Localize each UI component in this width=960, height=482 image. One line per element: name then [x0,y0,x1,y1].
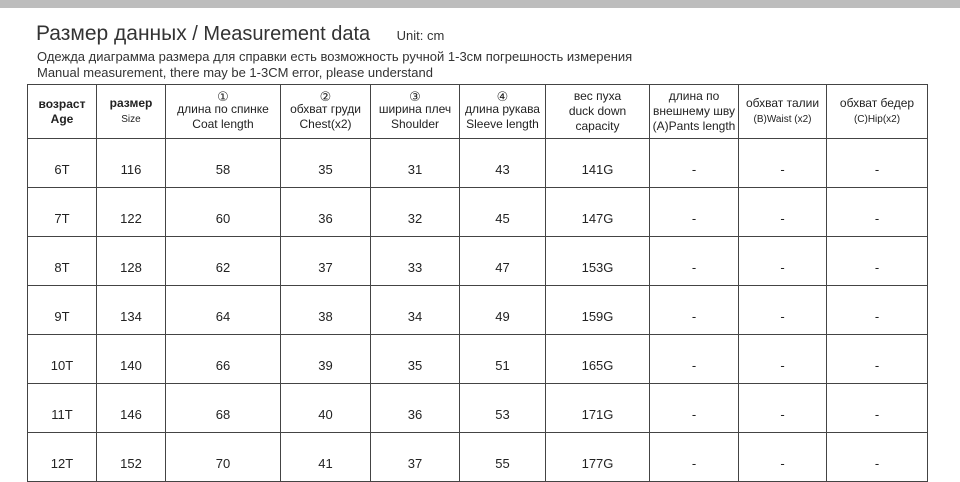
cell-coat-length: 66 [166,335,281,384]
cell-age: 11T [28,384,97,433]
cell-hip: - [827,384,928,433]
cell-duck-down: 159G [546,286,650,335]
unit-label: Unit: cm [396,28,445,43]
cell-hip: - [827,433,928,482]
cell-pants-length: - [650,139,739,188]
cell-size: 146 [97,384,166,433]
cell-sleeve-length: 49 [460,286,546,335]
cell-chest: 39 [281,335,371,384]
cell-coat-length: 64 [166,286,281,335]
page-title [36,22,444,46]
cell-age: 6T [28,139,97,188]
cell-shoulder: 33 [371,237,460,286]
cell-sleeve-length: 45 [460,188,546,237]
cell-sleeve-length: 43 [460,139,546,188]
title-ru: Размер данных [36,22,187,45]
cell-shoulder: 35 [371,335,460,384]
cell-chest: 41 [281,433,371,482]
cell-pants-length: - [650,335,739,384]
cell-coat-length: 62 [166,237,281,286]
cell-chest: 40 [281,384,371,433]
cell-age: 7T [28,188,97,237]
subtitle-en: Manual measurement, there may be 1-3CM error, please understand [37,65,433,80]
header-duck-down: вес пуха duck down capacity [546,85,650,139]
header-waist: обхват талии (B)Waist (x2) [739,85,827,139]
header-hip: обхват бедер (C)Hip(x2) [827,85,928,139]
cell-waist: - [739,139,827,188]
cell-shoulder: 37 [371,433,460,482]
top-bar [0,0,960,8]
cell-size: 128 [97,237,166,286]
cell-size: 134 [97,286,166,335]
cell-sleeve-length: 53 [460,384,546,433]
cell-duck-down: 153G [546,237,650,286]
cell-waist: - [739,433,827,482]
size-table [27,84,928,482]
header-age: возраст Age [28,85,97,139]
cell-shoulder: 32 [371,188,460,237]
cell-pants-length: - [650,286,739,335]
header-shoulder: ③ ширина плеч Shoulder [371,85,460,139]
header-chest: ② обхват груди Chest(x2) [281,85,371,139]
cell-coat-length: 58 [166,139,281,188]
cell-pants-length: - [650,237,739,286]
cell-hip: - [827,139,928,188]
cell-pants-length: - [650,433,739,482]
subtitle-ru: Одежда диаграмма размера для справки есть возможность ручной 1-3см погрешность измерения [37,49,633,64]
cell-age: 10T [28,335,97,384]
table-row [28,433,928,482]
cell-chest: 37 [281,237,371,286]
cell-chest: 35 [281,139,371,188]
cell-waist: - [739,286,827,335]
cell-size: 140 [97,335,166,384]
cell-coat-length: 70 [166,433,281,482]
cell-hip: - [827,286,928,335]
cell-chest: 38 [281,286,371,335]
cell-duck-down: 141G [546,139,650,188]
cell-waist: - [739,237,827,286]
cell-hip: - [827,188,928,237]
cell-age: 12T [28,433,97,482]
cell-coat-length: 68 [166,384,281,433]
table-row [28,237,928,286]
cell-size: 152 [97,433,166,482]
table-row [28,139,928,188]
table-row [28,286,928,335]
cell-waist: - [739,335,827,384]
cell-age: 8T [28,237,97,286]
title-en: Measurement data [203,23,371,45]
cell-size: 122 [97,188,166,237]
table-row [28,335,928,384]
cell-sleeve-length: 47 [460,237,546,286]
cell-sleeve-length: 51 [460,335,546,384]
cell-size: 116 [97,139,166,188]
cell-pants-length: - [650,188,739,237]
cell-shoulder: 36 [371,384,460,433]
header-sleeve-length: ④ длина рукава Sleeve length [460,85,546,139]
cell-chest: 36 [281,188,371,237]
cell-pants-length: - [650,384,739,433]
cell-coat-length: 60 [166,188,281,237]
title-separator: / [186,23,204,45]
cell-shoulder: 34 [371,286,460,335]
cell-shoulder: 31 [371,139,460,188]
cell-duck-down: 147G [546,188,650,237]
header-pants-length: длина по внешнему шву (A)Pants length [650,85,739,139]
cell-hip: - [827,237,928,286]
cell-duck-down: 165G [546,335,650,384]
cell-waist: - [739,188,827,237]
cell-waist: - [739,384,827,433]
cell-duck-down: 171G [546,384,650,433]
table-header-row [28,85,928,139]
cell-sleeve-length: 55 [460,433,546,482]
cell-age: 9T [28,286,97,335]
cell-hip: - [827,335,928,384]
table-row [28,384,928,433]
header-coat-length: ① длина по спинке Coat length [166,85,281,139]
cell-duck-down: 177G [546,433,650,482]
table-row [28,188,928,237]
header-size: размер Size [97,85,166,139]
